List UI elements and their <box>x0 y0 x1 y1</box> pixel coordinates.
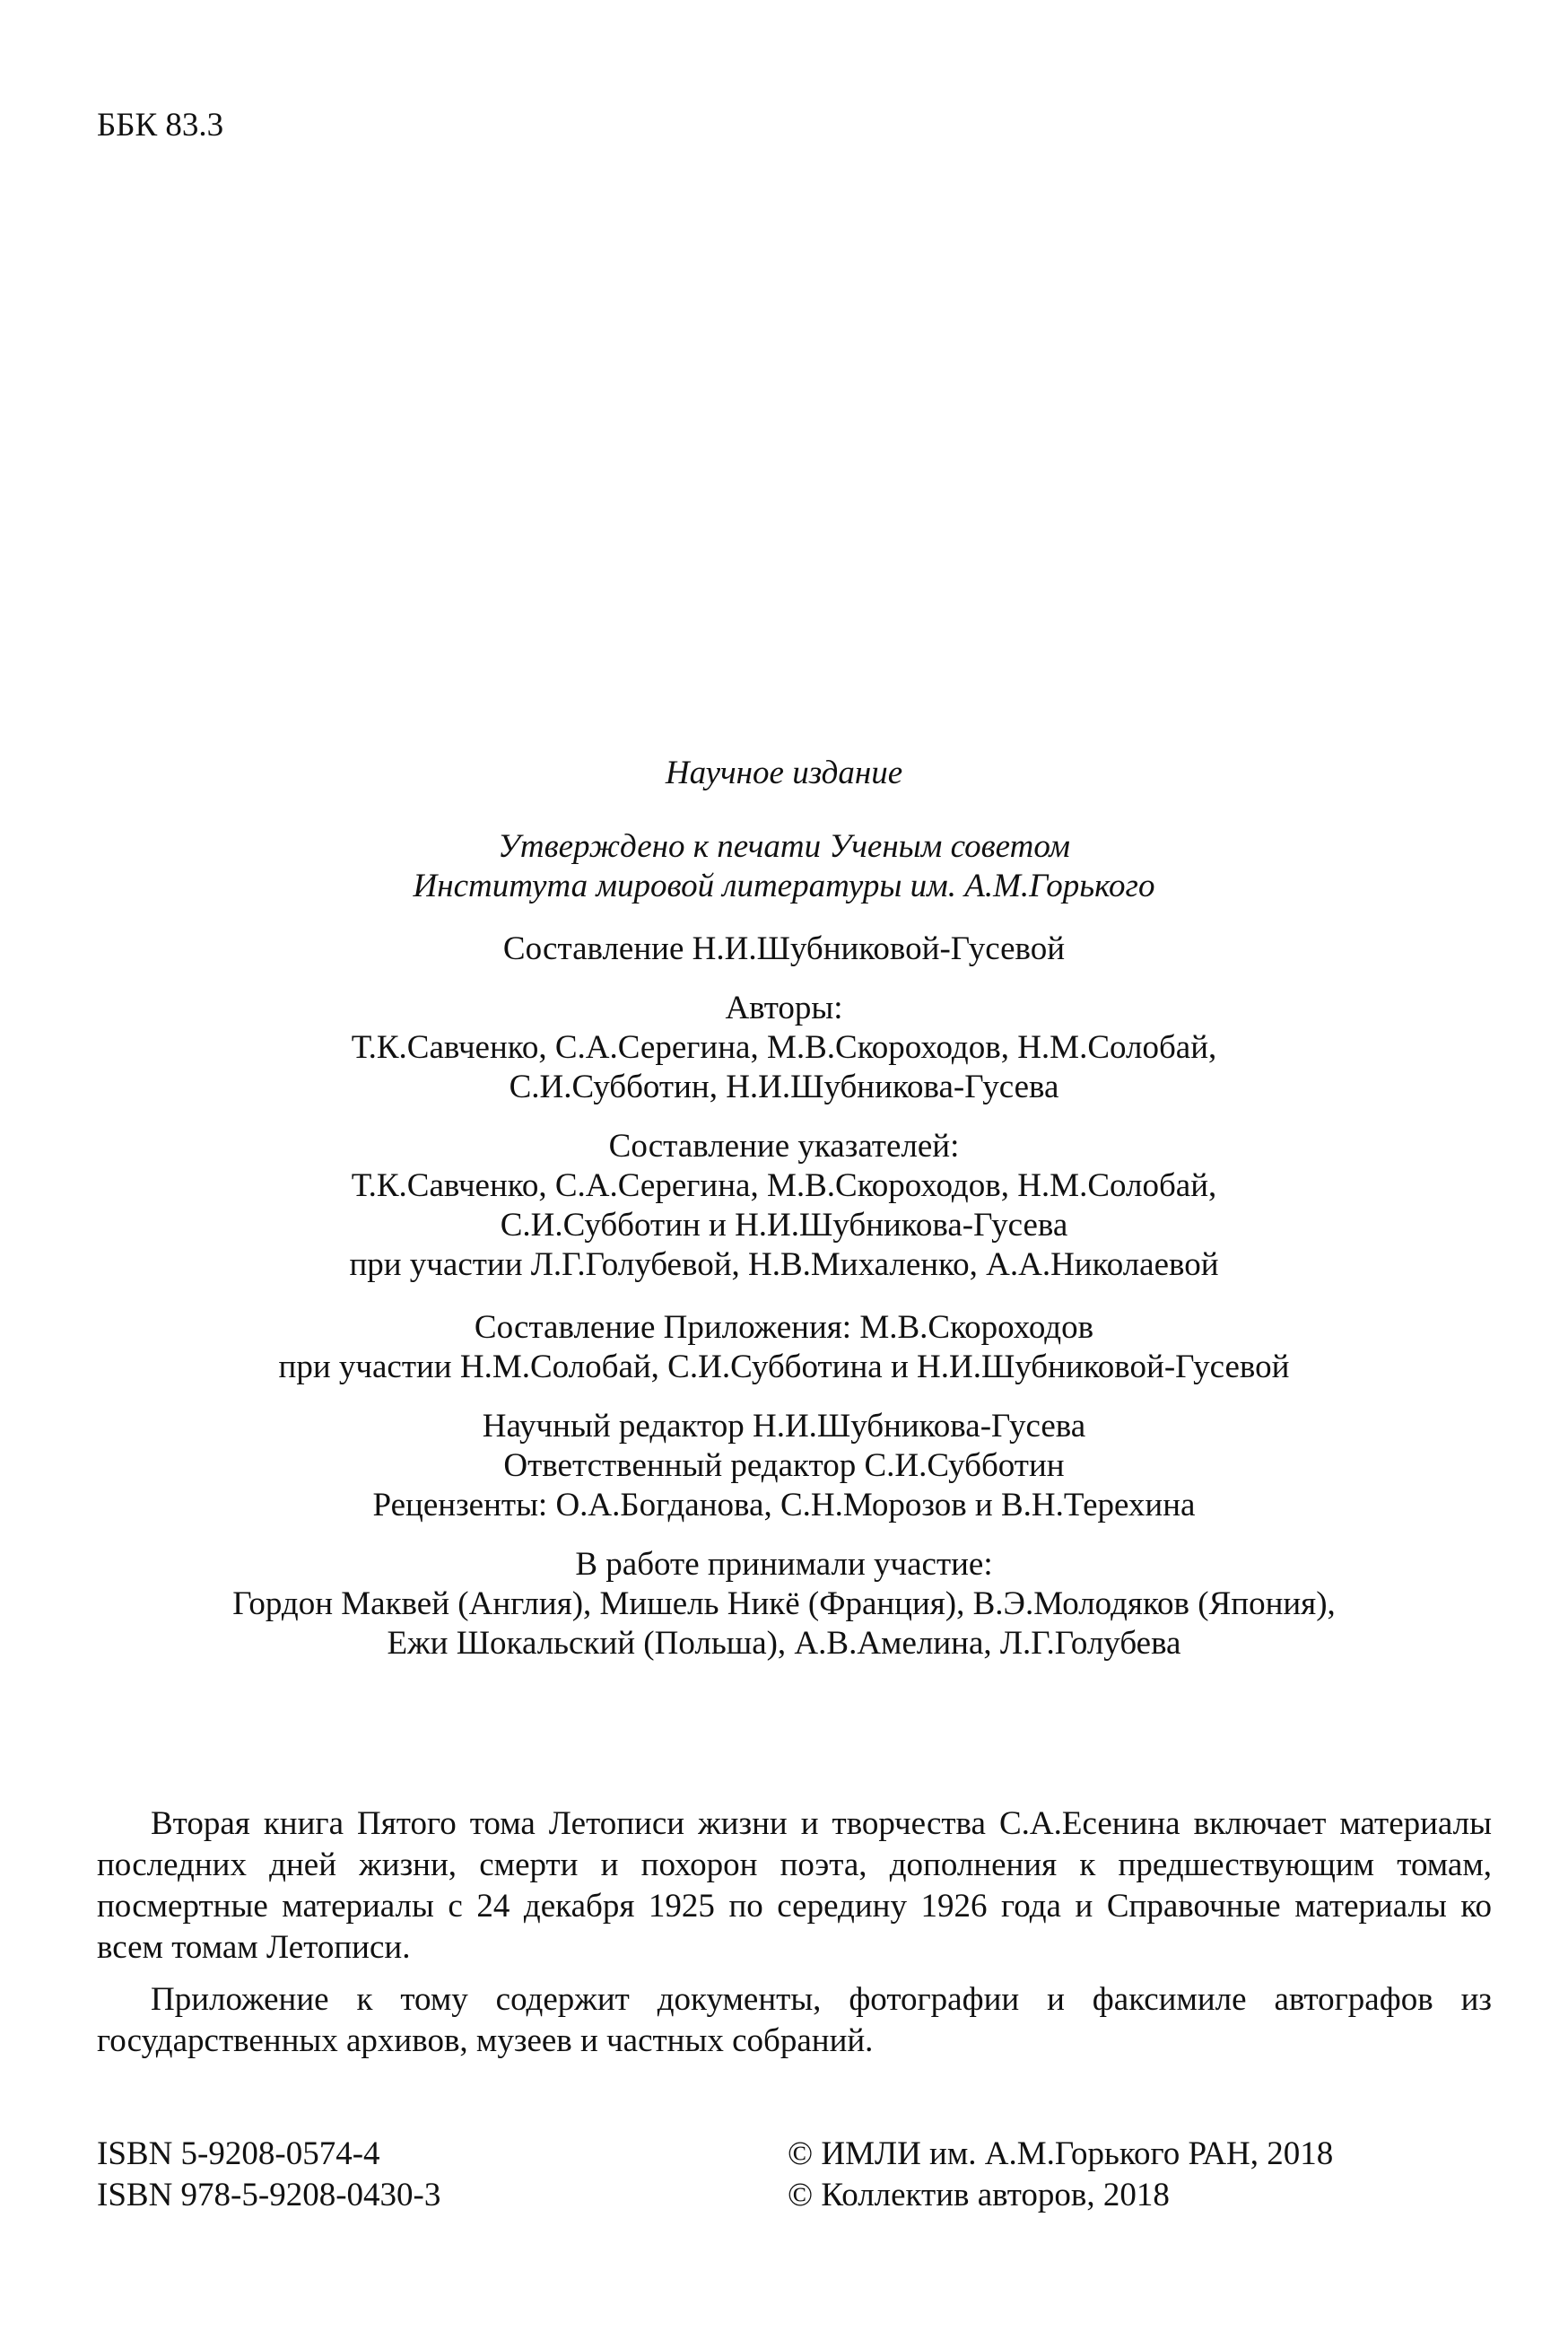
authors-line: Т.К.Савченко, С.А.Серегина, М.В.Скороходов, Н.М.Солобай, <box>351 1029 1217 1066</box>
copyright-line: © ИМЛИ им. А.М.Горького РАН, 2018 <box>788 2135 1334 2172</box>
copyright-line: © Коллектив авторов, 2018 <box>788 2177 1170 2213</box>
participants-heading: В работе принимали участие: <box>575 1546 993 1583</box>
appendix-line: при участии Н.М.Солобай, С.И.Субботина и Н.И.Шубниковой-Гусевой <box>278 1349 1290 1385</box>
editor-line: Рецензенты: О.А.Богданова, С.Н.Морозов и В.Н.Терехина <box>372 1487 1196 1523</box>
edition-type: Научное издание <box>665 755 903 791</box>
indexes-section <box>135 1127 1433 1285</box>
imprint-credits <box>135 754 1433 1663</box>
participants-line: Ежи Шокальский (Польша), А.В.Амелина, Л.Г.Голубева <box>387 1625 1181 1662</box>
description-paragraph: Вторая книга Пятого тома Летописи жизни и творчества С.А.Есенина включает материалы последних дней жизни, смерти и похорон поэта, дополнения к предшествующим томам, посмертные материалы с 24 декабря 1925 по середину 1926 года и Справочные материалы ко всем томам Летописи. <box>97 1805 1492 1966</box>
indexes-line: С.И.Субботин и Н.И.Шубникова-Гусева <box>500 1207 1068 1244</box>
compilation-credit: Составление Н.И.Шубниковой-Гусевой <box>502 930 1066 967</box>
authors-line: С.И.Субботин, Н.И.Шубникова-Гусева <box>509 1069 1059 1105</box>
approval-note <box>135 827 1433 906</box>
approval-line: Утверждено к печати Ученым советом <box>497 828 1071 865</box>
participants-section <box>135 1545 1433 1663</box>
copyright-block <box>788 2134 1333 2216</box>
approval-line: Института мировой литературы им. А.М.Горького <box>413 868 1155 904</box>
authors-section <box>135 989 1433 1107</box>
indexes-heading: Составление указателей: <box>608 1128 960 1165</box>
isbn-block <box>97 2134 440 2216</box>
authors-heading: Авторы: <box>725 990 843 1026</box>
editor-line: Ответственный редактор С.И.Субботин <box>503 1447 1065 1484</box>
description-paragraph: Приложение к тому содержит документы, фотографии и факсимиле автографов из государственных архивов, музеев и частных собраний. <box>97 1981 1492 2059</box>
appendix-line: Составление Приложения: М.В.Скороходов <box>474 1309 1094 1346</box>
indexes-line: Т.К.Савченко, С.А.Серегина, М.В.Скороходов, Н.М.Солобай, <box>351 1167 1217 1204</box>
isbn-line: ISBN 5-9208-0574-4 <box>97 2135 380 2172</box>
editor-line: Научный редактор Н.И.Шубникова-Гусева <box>482 1408 1086 1445</box>
participants-line: Гордон Маквей (Англия), Мишель Никё (Франция), В.Э.Молодяков (Япония), <box>232 1585 1336 1622</box>
editors-section <box>135 1407 1433 1525</box>
isbn-line: ISBN 978-5-9208-0430-3 <box>97 2177 441 2213</box>
book-description <box>97 1803 1492 2062</box>
bbk-code: ББК 83.3 <box>97 107 224 144</box>
appendix-section <box>135 1308 1433 1387</box>
indexes-line: при участии Л.Г.Голубевой, Н.В.Михаленко, А.А.Николаевой <box>349 1246 1219 1283</box>
